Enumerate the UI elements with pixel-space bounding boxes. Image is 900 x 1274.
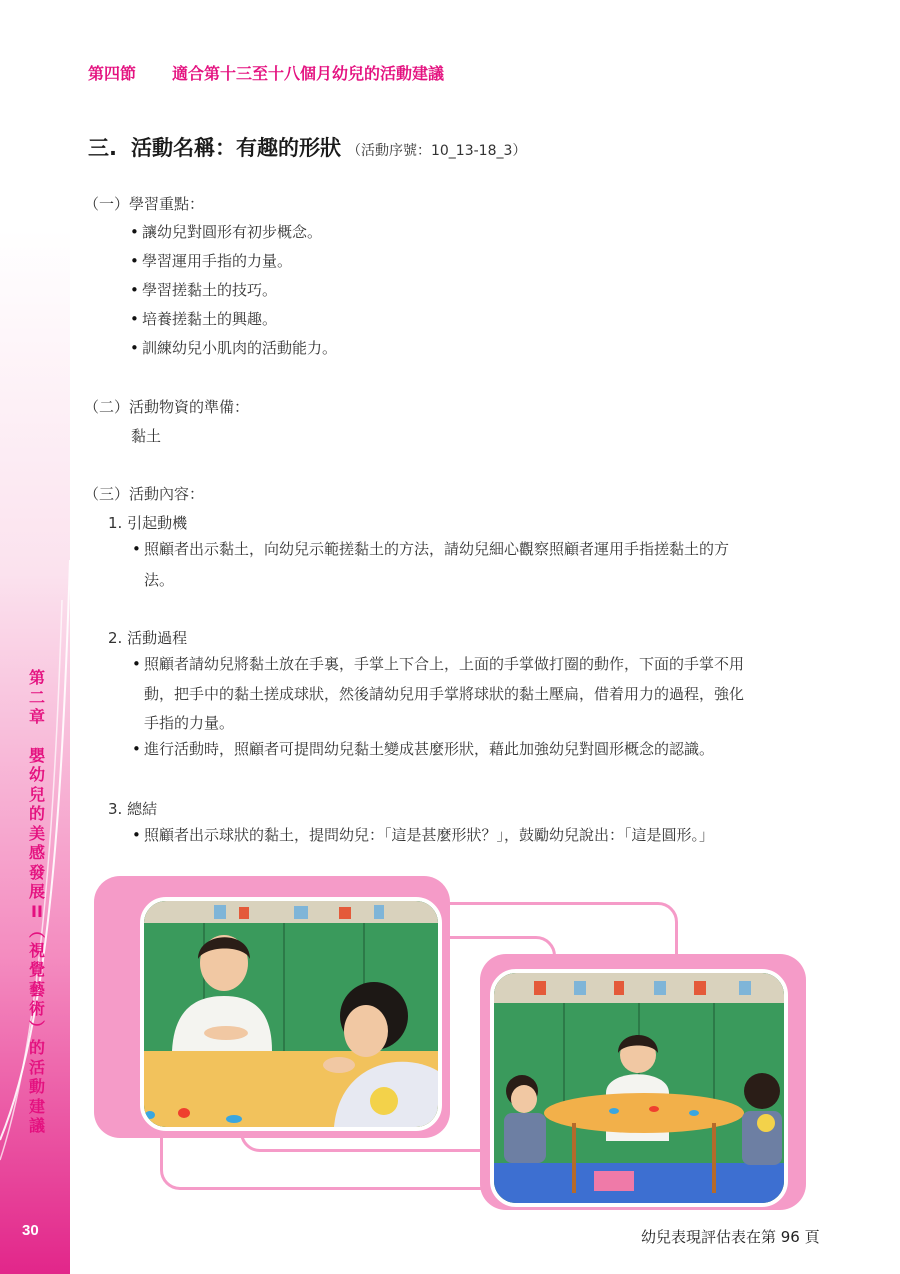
- learning-point: • 訓練幼兒小肌肉的活動能力。: [142, 334, 337, 362]
- activity-name: 活動名稱：有趣的形狀: [130, 136, 341, 160]
- learning-point: • 培養搓黏土的興趣。: [142, 305, 277, 333]
- materials-item: 黏土: [131, 427, 162, 445]
- learning-point: • 讓幼兒對圓形有初步概念。: [142, 218, 322, 246]
- step-title: 2. 活動過程: [108, 629, 188, 647]
- step-bullet: • 照顧者請幼兒將黏土放在手裏，手掌上下合上，上面的手掌做打圈的動作，下面的手掌不用: [144, 650, 744, 678]
- step-bullet-cont: 法。: [144, 571, 175, 589]
- materials-heading: （二）活動物資的準備：: [84, 398, 250, 416]
- learning-heading: （一）學習重點：: [84, 195, 205, 213]
- step-bullet: • 進行活動時，照顧者可提問幼兒黏土變成甚麼形狀，藉此加強幼兒對圓形概念的認識。: [144, 735, 714, 763]
- activity-serial: （活動序號：10_13-18_3）: [346, 143, 527, 159]
- step-bullet: • 照顧者出示球狀的黏土，提問幼兒：「這是甚麼形狀？」，鼓勵幼兒說出：「這是圓形。」: [144, 821, 714, 849]
- photo-group-activity: [490, 969, 788, 1207]
- step-title: 1. 引起動機: [108, 514, 188, 532]
- learning-point: • 學習運用手指的力量。: [142, 247, 292, 275]
- photo-caregiver-child: [140, 897, 442, 1131]
- activity-title: [88, 132, 526, 162]
- section-label: 第四節: [88, 64, 137, 83]
- content-heading: （三）活動內容：: [84, 485, 205, 503]
- section-name: 適合第十三至十八個月幼兒的活動建議: [172, 64, 445, 83]
- learning-point: • 學習搓黏土的技巧。: [142, 276, 277, 304]
- activity-number: 三.: [88, 136, 117, 160]
- step-title: 3. 總結: [108, 800, 158, 818]
- chapter-vertical-title: 第 二 章 嬰 幼 兒 的 美 感 發 展 II ︵ 視 覺 藝 術 ︶ 的 活 動 建 議: [28, 668, 45, 1135]
- step-bullet-cont: 動，把手中的黏土搓成球狀，然後請幼兒用手掌將球狀的黏土壓扁，借着用力的過程，強化: [144, 685, 745, 703]
- step-bullet-cont: 手指的力量。: [144, 714, 235, 732]
- section-header: [88, 61, 444, 84]
- page-number: 30: [22, 1222, 39, 1239]
- footer-reference: 幼兒表現評估表在第 96 頁: [641, 1228, 820, 1246]
- step-bullet: • 照顧者出示黏土，向幼兒示範搓黏土的方法，請幼兒細心觀察照顧者運用手指搓黏土的方: [144, 535, 729, 563]
